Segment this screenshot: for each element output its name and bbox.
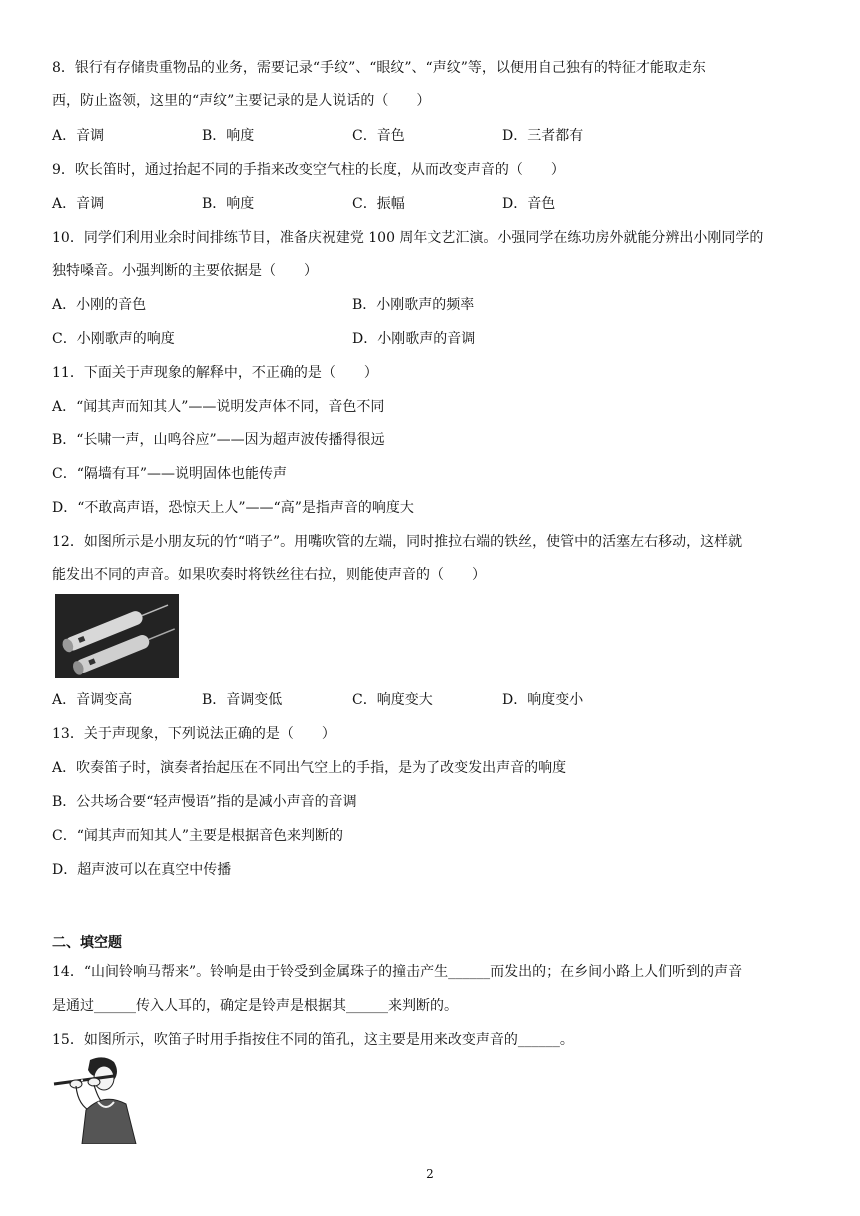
q15-stem: 15．如图所示，吹笛子时用手指按住不同的笛孔，这主要是用来改变声音的______。 — [52, 1032, 574, 1048]
q9-option-a: A．音调 — [52, 196, 105, 212]
q9-option-d: D．音色 — [502, 196, 556, 212]
q13-option-c: C．“闻其声而知其人”主要是根据音色来判断的 — [52, 828, 344, 844]
page-number: 2 — [426, 1167, 434, 1181]
q11-option-a: A．“闻其声而知其人”——说明发声体不同，音色不同 — [52, 399, 385, 415]
q12-stem-line1: 12．如图所示是小朋友玩的竹“哨子”。用嘴吹管的左端，同时推拉右端的铁丝，使管中的活塞左右移动，这样就 — [52, 534, 743, 550]
q8-option-b: B．响度 — [202, 128, 255, 144]
q10-option-c: C．小刚歌声的响度 — [52, 331, 175, 347]
q11-option-d: D．“不敢高声语，恐惊天上人”——“高”是指声音的响度大 — [52, 500, 414, 516]
q11-option-c: C．“隔墙有耳”——说明固体也能传声 — [52, 466, 288, 482]
q14-stem-line1: 14．“山间铃响马帮来”。铃响是由于铃受到金属珠子的撞击产生______而发出的；在乡间小路上人们听到的声音 — [52, 964, 743, 980]
q14-stem-line2: 是通过______传入人耳的，确定是铃声是根据其______来判断的。 — [52, 998, 458, 1014]
flute-player-image — [52, 1054, 142, 1144]
q9-option-b: B．响度 — [202, 196, 255, 212]
q10-stem-line2: 独特嗓音。小强判断的主要依据是（ ） — [52, 263, 318, 279]
q12-stem-line2: 能发出不同的声音。如果吹奏时将铁丝往右拉，则能使声音的（ ） — [52, 567, 486, 583]
q11-stem: 11．下面关于声现象的解释中，不正确的是（ ） — [52, 365, 378, 381]
q8-stem-line1: 8．银行有存储贵重物品的业务，需要记录“手纹”、“眼纹”、“声纹”等，以便用自己独有的特征才能取走东 — [52, 60, 706, 76]
q12-option-d: D．响度变小 — [502, 692, 584, 708]
q10-option-b: B．小刚歌声的频率 — [352, 297, 475, 313]
q13-option-a: A．吹奏笛子时，演奏者抬起压在不同出气空上的手指，是为了改变发出声音的响度 — [52, 760, 567, 776]
bamboo-whistle-image — [55, 594, 179, 678]
q8-option-d: D．三者都有 — [502, 128, 584, 144]
section-title-fill-in: 二、填空题 — [52, 935, 122, 951]
q11-option-b: B．“长啸一声，山鸣谷应”——因为超声波传播得很远 — [52, 432, 385, 448]
q13-stem: 13．关于声现象，下列说法正确的是（ ） — [52, 726, 336, 742]
q13-option-b: B．公共场合要“轻声慢语”指的是减小声音的音调 — [52, 794, 357, 810]
q8-stem-line2: 西，防止盗领，这里的“声纹”主要记录的是人说话的（ ） — [52, 93, 431, 109]
q12-option-b: B．音调变低 — [202, 692, 283, 708]
q10-option-d: D．小刚歌声的音调 — [352, 331, 476, 347]
q9-option-c: C．振幅 — [352, 196, 405, 212]
q8-option-c: C．音色 — [352, 128, 405, 144]
q8-option-a: A．音调 — [52, 128, 105, 144]
q13-option-d: D．超声波可以在真空中传播 — [52, 862, 232, 878]
q10-stem-line1: 10．同学们利用业余时间排练节目，准备庆祝建党 100 周年文艺汇演。小强同学在练功房外就能分辨出小刚同学的 — [52, 230, 764, 246]
q12-option-c: C．响度变大 — [352, 692, 433, 708]
q12-option-a: A．音调变高 — [52, 692, 133, 708]
q10-option-a: A．小刚的音色 — [52, 297, 147, 313]
q9-stem: 9．吹长笛时，通过抬起不同的手指来改变空气柱的长度，从而改变声音的（ ） — [52, 162, 565, 178]
